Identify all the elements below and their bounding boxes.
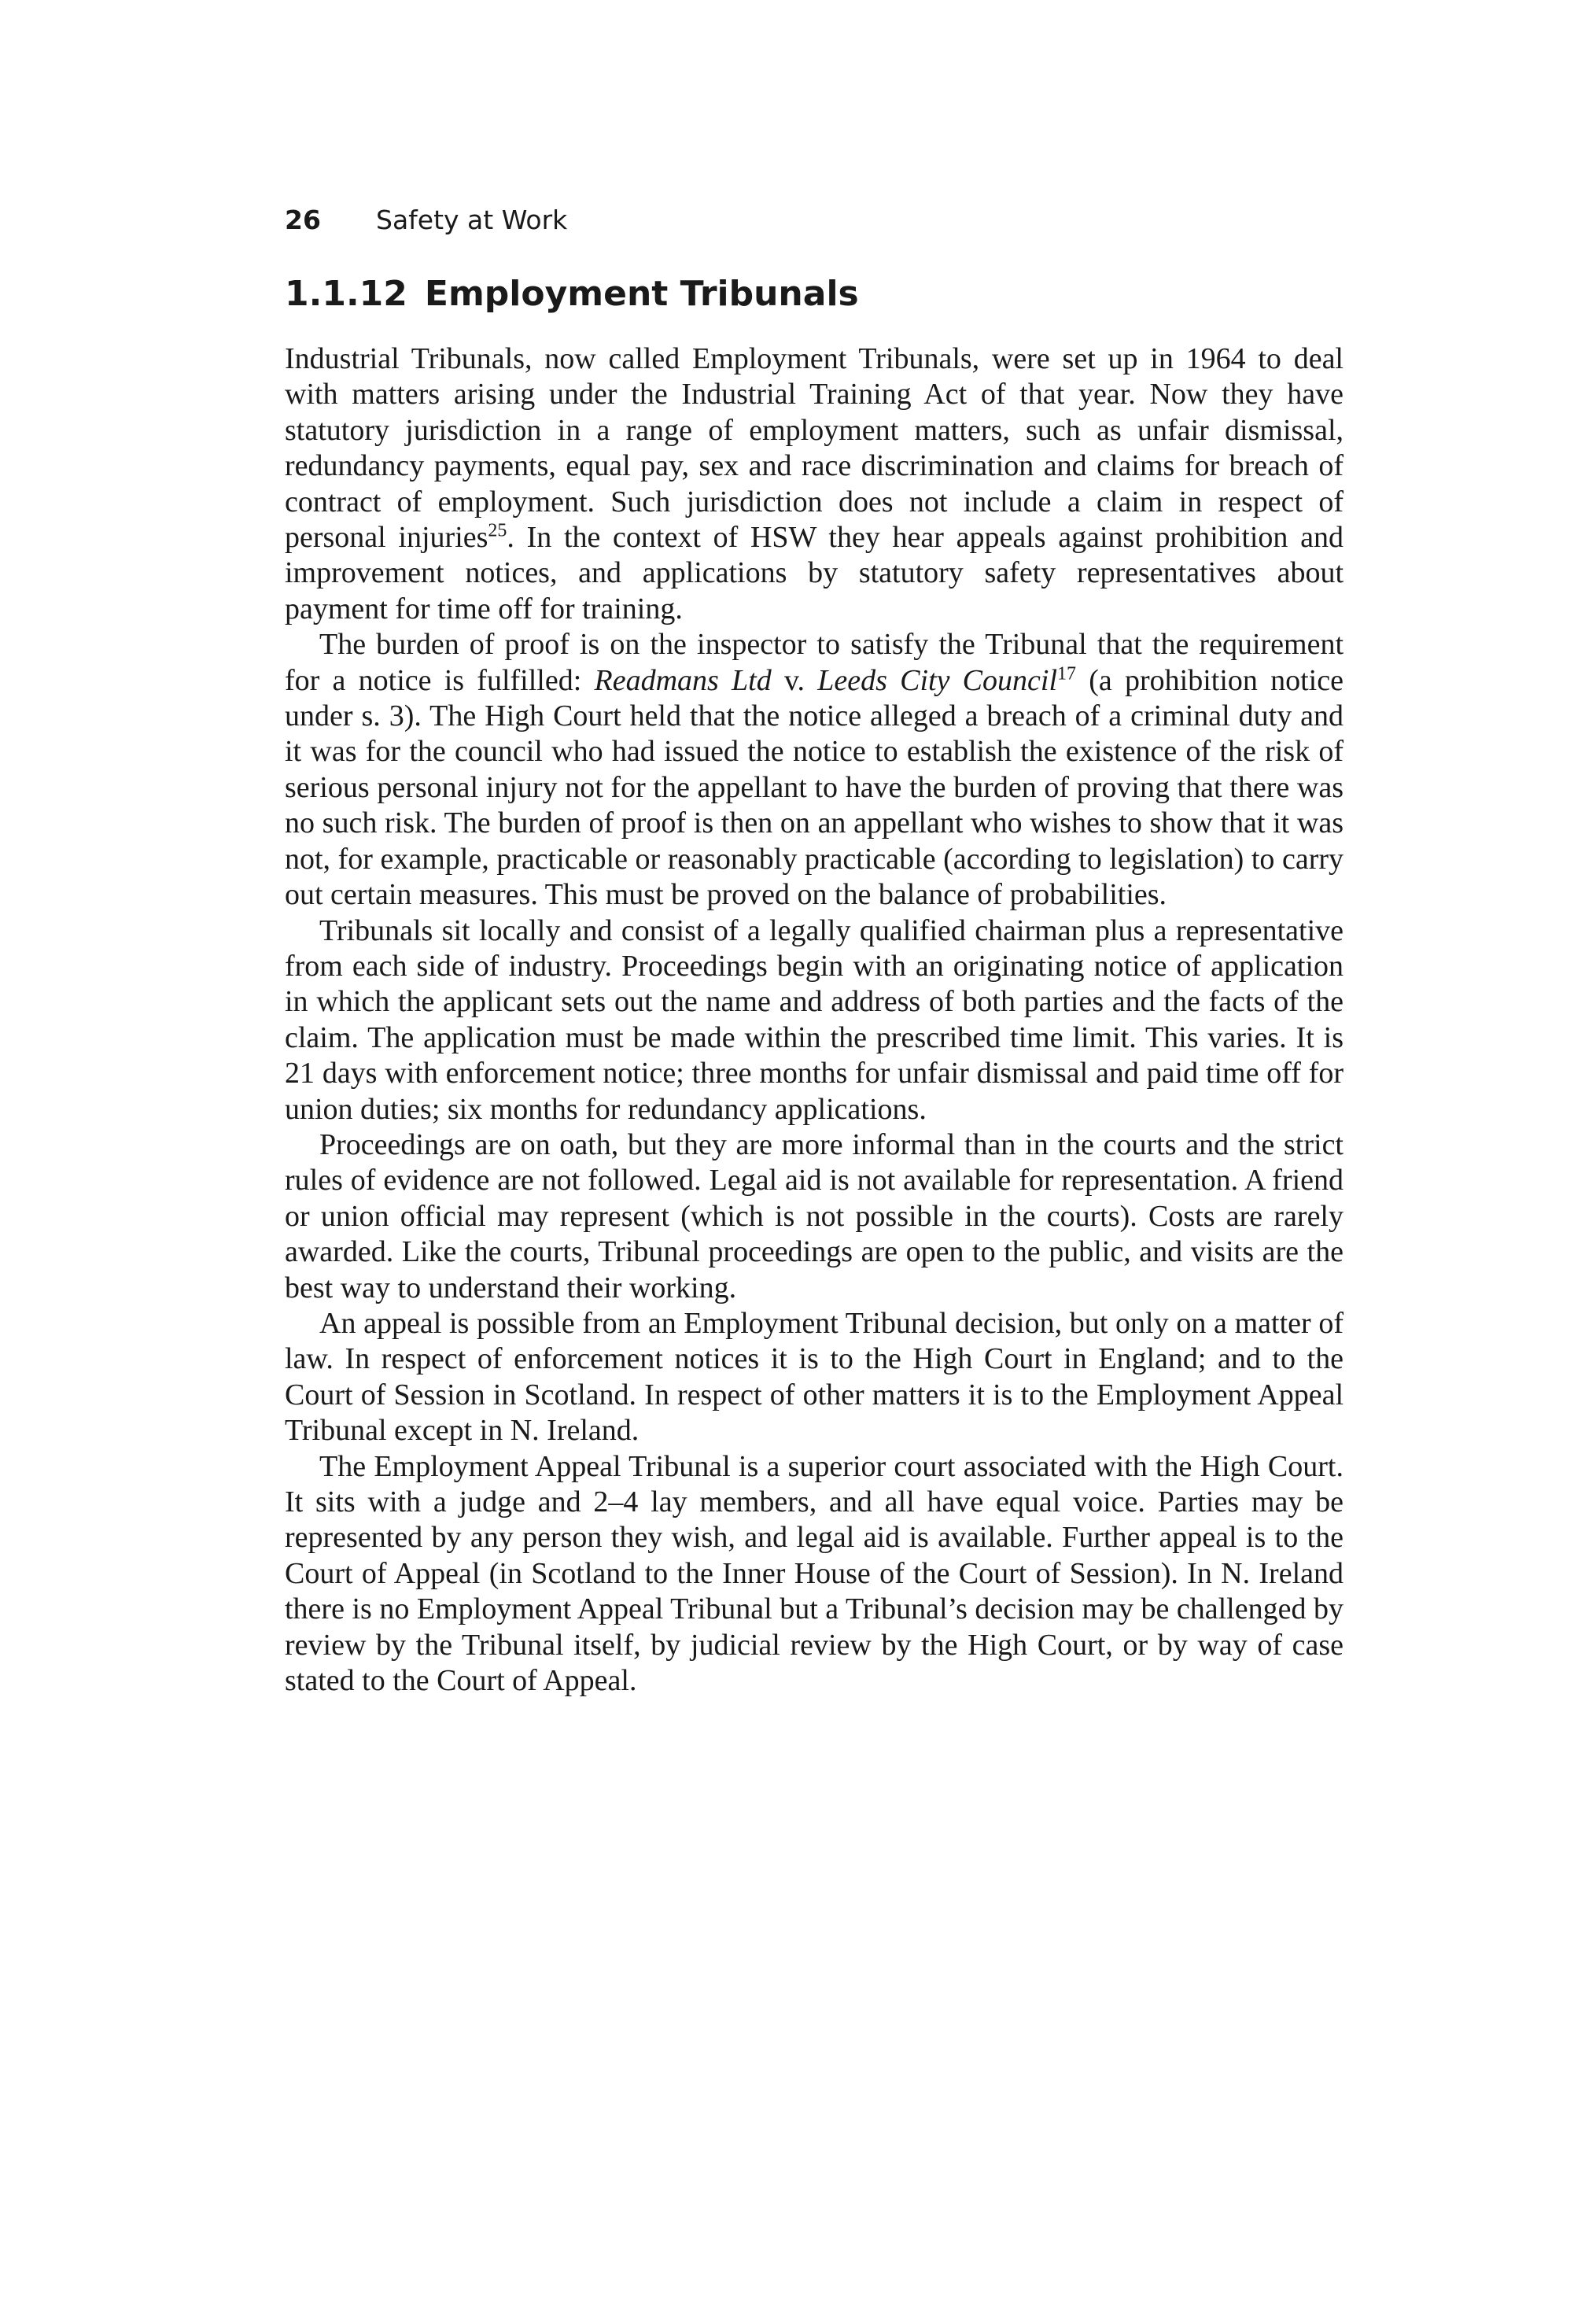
page-number: 26: [285, 205, 321, 235]
paragraph-5: An appeal is possible from an Employment Tribunal decision, but only on a matter of law. In respect of enforcement notices it is to the High Court in England; and to the Court of Session in Scotland. In respect of other matters it is to the Employment Appeal Tribunal except in N. Ireland.: [285, 1306, 1344, 1448]
running-head: [285, 203, 1344, 238]
section-number: 1.1.12: [285, 274, 407, 314]
paragraph-1-text-b: . In the context of HSW they hear appeals against prohibition and improvement notices, and applications by statutory safety representatives about payment for time off for training.: [285, 521, 1344, 625]
paragraph-2: [285, 627, 1344, 913]
paragraph-3: Tribunals sit locally and consist of a legally qualified chairman plus a representative from each side of industry. Proceedings begin with an originating notice of application in which the applicant sets out the name and address of both parties and the facts of the claim. The application must be made within the prescribed time limit. This varies. It is 21 days with enforcement notice; three months for unfair dismissal and paid time off for union duties; six months for redundancy applications.: [285, 913, 1344, 1126]
section-heading: [285, 272, 1344, 316]
section-title: Employment Tribunals: [424, 274, 859, 314]
paragraph-1-text-a: Industrial Tribunals, now called Employment Tribunals, were set up in 1964 to deal with matters arising under the Industrial Training Act of that year. Now they have statutory jurisdiction in a range of employment matters, such as unfair dismissal, redundancy payments, equal pay, sex and race discrimination and claims for breach of contract of employment. Such jurisdiction does not include a claim in respect of personal injuries: [285, 342, 1344, 555]
footnote-ref-25: 25: [488, 520, 507, 541]
case-name-readmans: Readmans Ltd: [594, 663, 772, 697]
case-versus: v.: [771, 663, 818, 697]
book-page: [285, 203, 1344, 1699]
running-title: Safety at Work: [376, 205, 568, 235]
paragraph-1: [285, 341, 1344, 627]
paragraph-2-text-b: (a prohibition notice under s. 3). The High Court held that the notice alleged a breach of a criminal duty and it was for the council who had issued the notice to establish the existence of the risk of serious personal injury not for the appellant to have the burden of proving that there was no such risk. The burden of proof is then on an appellant who wishes to show that it was not, for example, practicable or reasonably practicable (according to legislation) to carry out certain measures. This must be proved on the balance of probabilities.: [285, 663, 1344, 912]
footnote-ref-17: 17: [1057, 663, 1077, 684]
body-text: [285, 341, 1344, 1699]
case-name-leeds: Leeds City Council: [817, 663, 1058, 697]
paragraph-6: The Employment Appeal Tribunal is a superior court associated with the High Court. It sits with a judge and 2–4 lay members, and all have equal voice. Parties may be represented by any person they wish, and legal aid is available. Further appeal is to the Court of Appeal (in Scotland to the Inner House of the Court of Session). In N. Ireland there is no Employment Appeal Tribunal but a Tribunal’s decision may be challenged by review by the Tribunal itself, by judicial review by the High Court, or by way of case stated to the Court of Appeal.: [285, 1449, 1344, 1698]
paragraph-4: Proceedings are on oath, but they are more informal than in the courts and the strict rules of evidence are not followed. Legal aid is not available for representation. A friend or union official may represent (which is not possible in the courts). Costs are rarely awarded. Like the courts, Tribunal proceedings are open to the public, and visits are the best way to understand their working.: [285, 1127, 1344, 1304]
paragraph-2-text-a: The burden of proof is on the inspector to satisfy the Tribunal that the requirement for a notice is fulfilled:: [285, 628, 1344, 697]
